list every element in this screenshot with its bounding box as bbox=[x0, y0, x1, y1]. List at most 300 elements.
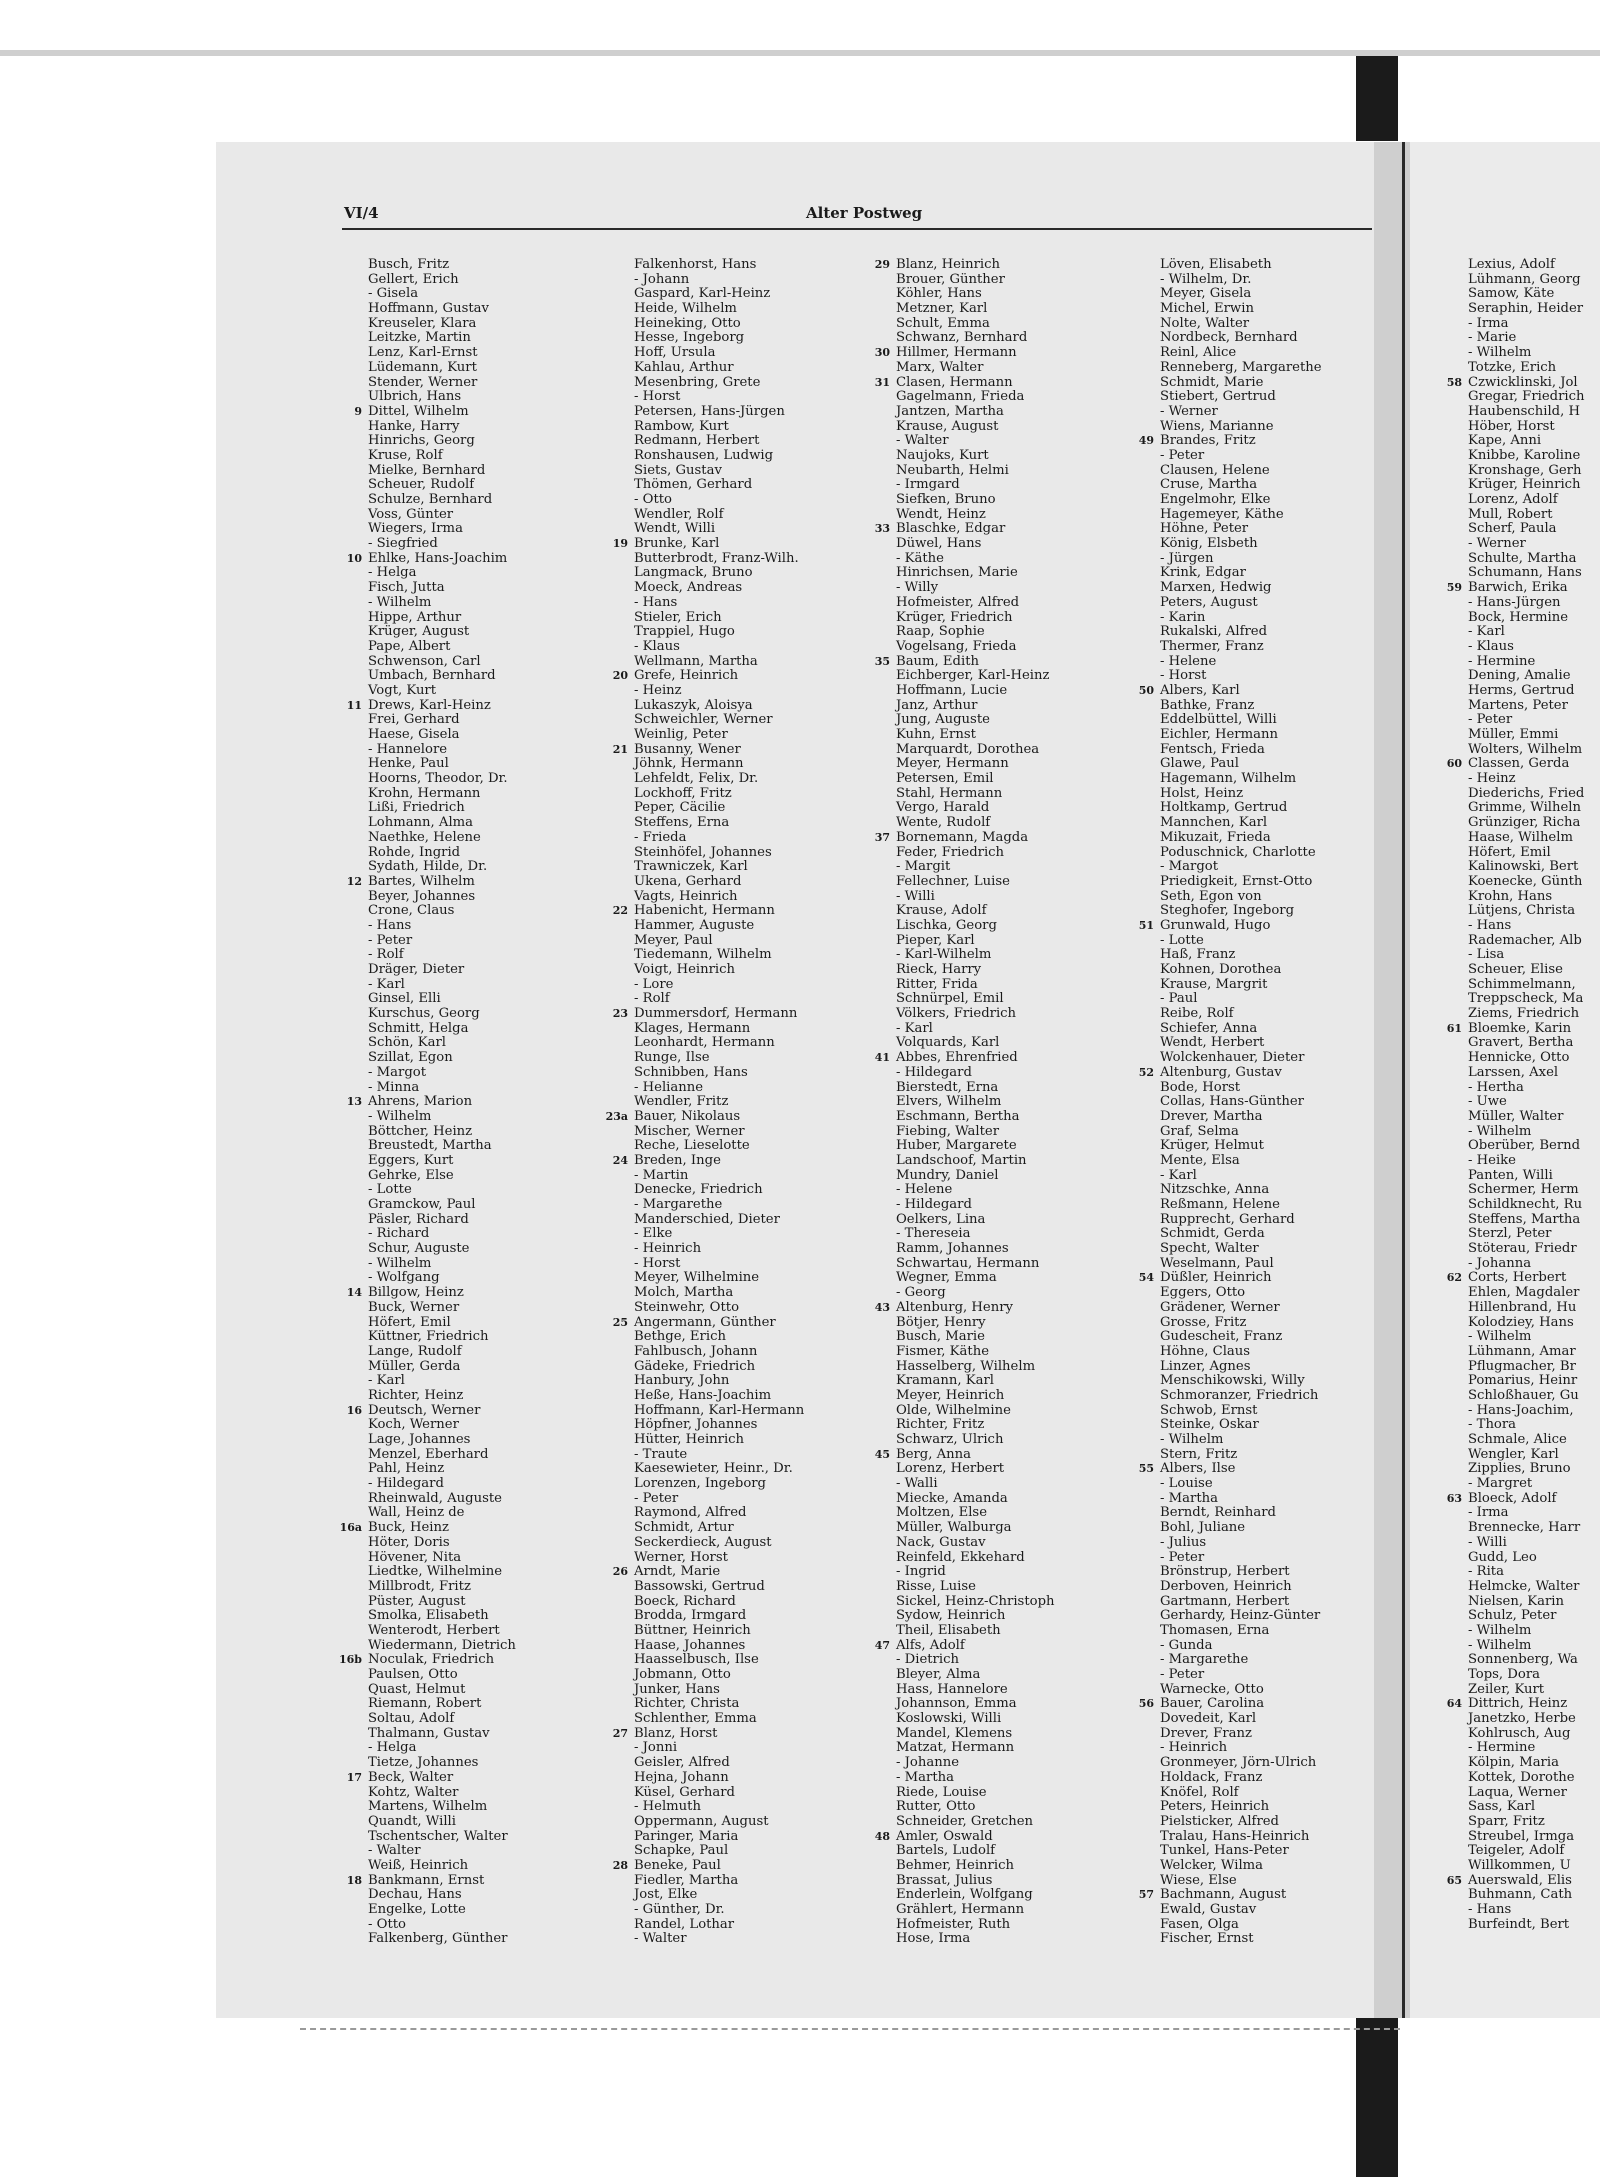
resident-name: Ewald, Gustav bbox=[1160, 1902, 1257, 1917]
resident-name: Derboven, Heinrich bbox=[1160, 1578, 1292, 1594]
resident-entry bbox=[1160, 1609, 1365, 1624]
resident-entry bbox=[634, 860, 839, 875]
resident-entry bbox=[896, 1683, 1101, 1698]
resident-entry bbox=[1160, 728, 1365, 743]
resident-name: Janetzko, Herbe bbox=[1468, 1711, 1576, 1727]
resident-entry bbox=[1468, 346, 1600, 361]
resident-entry bbox=[634, 816, 839, 831]
resident-entry bbox=[368, 1815, 573, 1830]
resident-entry bbox=[1160, 713, 1365, 728]
resident-entry bbox=[1468, 1183, 1600, 1198]
resident-name: Altenburg, Gustav bbox=[1160, 1064, 1282, 1080]
resident-name: Marx, Walter bbox=[896, 359, 984, 375]
resident-name: Jantzen, Martha bbox=[896, 403, 1004, 419]
resident-entry bbox=[896, 1888, 1101, 1903]
resident-name: Weiß, Heinrich bbox=[368, 1857, 469, 1873]
resident-entry bbox=[634, 317, 839, 332]
resident-entry bbox=[874, 829, 1101, 846]
resident-entry bbox=[896, 1374, 1101, 1389]
resident-name: Höfert, Emil bbox=[368, 1314, 451, 1330]
resident-entry bbox=[896, 478, 1101, 493]
resident-name: - Klaus bbox=[1468, 638, 1514, 654]
resident-name: Richter, Christa bbox=[634, 1696, 740, 1712]
resident-entry bbox=[368, 611, 573, 626]
resident-name: - Ingrid bbox=[896, 1564, 946, 1580]
resident-name: Geisler, Alfred bbox=[634, 1755, 730, 1771]
resident-name: Höfert, Emil bbox=[1468, 844, 1551, 860]
resident-name: Rieck, Harry bbox=[896, 962, 982, 977]
resident-entry bbox=[634, 1198, 839, 1213]
resident-entry bbox=[1160, 1668, 1365, 1683]
resident-entry bbox=[634, 331, 839, 346]
resident-name: - Siegfried bbox=[368, 536, 438, 552]
resident-name: Schwarz, Ulrich bbox=[896, 1432, 1004, 1447]
resident-entry bbox=[634, 1477, 839, 1492]
resident-entry bbox=[634, 1257, 839, 1272]
resident-name: - Hans-Joachim, bbox=[1468, 1402, 1574, 1418]
resident-entry bbox=[896, 1242, 1101, 1257]
resident-name: Gravert, Bertha bbox=[1468, 1035, 1574, 1051]
resident-name: Ehlke, Hans-Joachim bbox=[368, 550, 508, 566]
resident-name: Ahrens, Marion bbox=[368, 1094, 473, 1110]
resident-name: - Karin bbox=[1160, 609, 1206, 625]
resident-name: Reibe, Rolf bbox=[1160, 1006, 1234, 1022]
resident-name: - Hildegard bbox=[896, 1064, 972, 1080]
resident-entry bbox=[1160, 1036, 1365, 1051]
resident-name: - Elke bbox=[634, 1226, 673, 1242]
resident-entry bbox=[896, 1874, 1101, 1889]
resident-entry bbox=[896, 390, 1101, 405]
resident-name: - Hildegard bbox=[896, 1197, 972, 1212]
resident-name: Linzer, Agnes bbox=[1160, 1358, 1251, 1374]
resident-entry bbox=[896, 1081, 1101, 1096]
resident-name: - Martin bbox=[634, 1167, 689, 1183]
resident-name: - Traute bbox=[634, 1446, 688, 1462]
resident-name: Dummersdorf, Hermann bbox=[634, 1006, 798, 1022]
resident-name: - Irmgard bbox=[896, 477, 960, 493]
resident-entry bbox=[896, 1595, 1101, 1610]
resident-entry bbox=[1468, 1345, 1600, 1360]
resident-entry bbox=[896, 1668, 1101, 1683]
resident-entry bbox=[896, 611, 1101, 626]
resident-entry bbox=[634, 1081, 839, 1096]
resident-name: Stöterau, Friedr bbox=[1468, 1241, 1577, 1257]
resident-entry bbox=[896, 699, 1101, 714]
resident-entry bbox=[1160, 1286, 1365, 1301]
house-number: 56 bbox=[1138, 1697, 1154, 1711]
resident-name: Menzel, Eberhard bbox=[368, 1446, 489, 1462]
resident-name: Löven, Elisabeth bbox=[1160, 257, 1272, 272]
resident-entry bbox=[896, 1227, 1101, 1242]
resident-entry bbox=[896, 1506, 1101, 1521]
resident-name: Höhne, Claus bbox=[1160, 1343, 1251, 1359]
resident-name: Soltau, Adolf bbox=[368, 1711, 455, 1727]
resident-entry bbox=[896, 1932, 1101, 1947]
resident-name: Tralau, Hans-Heinrich bbox=[1160, 1828, 1310, 1844]
resident-entry bbox=[1160, 655, 1365, 670]
resident-entry bbox=[1160, 904, 1365, 919]
resident-entry bbox=[1160, 801, 1365, 816]
resident-entry bbox=[874, 1446, 1101, 1463]
resident-name: Fellechner, Luise bbox=[896, 873, 1010, 889]
resident-name: Lexius, Adolf bbox=[1468, 257, 1555, 272]
resident-name: Tietze, Johannes bbox=[368, 1755, 479, 1771]
resident-name: Hoorns, Theodor, Dr. bbox=[368, 771, 508, 787]
resident-name: Lorenzen, Ingeborg bbox=[634, 1476, 767, 1492]
resident-name: Rupprecht, Gerhard bbox=[1160, 1211, 1295, 1227]
resident-name: Scheuer, Elise bbox=[1468, 962, 1563, 977]
resident-entry bbox=[1468, 743, 1600, 758]
resident-entry bbox=[612, 1314, 839, 1331]
resident-name: Pielsticker, Alfred bbox=[1160, 1813, 1279, 1829]
resident-entry bbox=[1468, 1506, 1600, 1521]
resident-entry bbox=[896, 1697, 1101, 1712]
resident-entry bbox=[1468, 449, 1600, 464]
resident-entry bbox=[1468, 361, 1600, 376]
resident-entry bbox=[874, 1050, 1101, 1066]
resident-name: - Margit bbox=[896, 859, 951, 875]
resident-name: Olde, Wilhelmine bbox=[896, 1402, 1011, 1418]
resident-entry bbox=[634, 611, 839, 626]
resident-name: Vogt, Kurt bbox=[368, 682, 437, 698]
resident-name: Raymond, Alfred bbox=[634, 1505, 747, 1521]
resident-name: Knöfel, Rolf bbox=[1160, 1784, 1239, 1800]
resident-entry bbox=[368, 1418, 573, 1433]
resident-entry bbox=[368, 1051, 573, 1066]
resident-name: Peper, Cäcilie bbox=[634, 800, 726, 816]
resident-name: - Karl bbox=[368, 976, 405, 992]
resident-name: Küttner, Friedrich bbox=[368, 1329, 489, 1345]
resident-name: Fismer, Käthe bbox=[896, 1343, 989, 1359]
resident-name: - Hertha bbox=[1468, 1079, 1524, 1095]
resident-entry bbox=[368, 537, 573, 552]
resident-name: Huber, Margarete bbox=[896, 1138, 1017, 1154]
resident-entry bbox=[896, 1022, 1101, 1037]
resident-entry bbox=[896, 640, 1101, 655]
resident-entry bbox=[368, 1242, 573, 1257]
resident-entry bbox=[368, 1301, 573, 1316]
resident-entry bbox=[896, 1169, 1101, 1184]
house-number: 35 bbox=[874, 654, 890, 668]
resident-name: Landschoof, Martin bbox=[896, 1152, 1027, 1168]
resident-entry bbox=[1468, 948, 1600, 963]
resident-entry bbox=[896, 1521, 1101, 1536]
resident-entry bbox=[1160, 1301, 1365, 1316]
resident-entry bbox=[368, 787, 573, 802]
resident-entry bbox=[634, 1551, 839, 1566]
resident-entry bbox=[634, 1624, 839, 1639]
resident-entry bbox=[368, 1389, 573, 1404]
resident-name: Krüger, Heinrich bbox=[1468, 477, 1581, 493]
resident-name: Blanz, Heinrich bbox=[896, 257, 1001, 272]
resident-entry bbox=[896, 1257, 1101, 1272]
resident-entry bbox=[1468, 596, 1600, 611]
resident-name: Hanbury, John bbox=[634, 1373, 730, 1389]
resident-name: Gronmeyer, Jörn-Ulrich bbox=[1160, 1755, 1317, 1771]
resident-entry bbox=[896, 331, 1101, 346]
resident-name: Lütjens, Christa bbox=[1468, 903, 1576, 919]
resident-name: - Thereseia bbox=[896, 1226, 971, 1242]
resident-name: Schimmelmann, bbox=[1468, 976, 1576, 992]
resident-name: Hinrichs, Georg bbox=[368, 433, 475, 449]
resident-name: Manderschied, Dieter bbox=[634, 1211, 780, 1227]
resident-entry bbox=[896, 1844, 1101, 1859]
resident-name: Hoffmann, Karl-Hermann bbox=[634, 1402, 805, 1418]
resident-name: Völkers, Friedrich bbox=[896, 1006, 1017, 1022]
resident-name: Wegner, Emma bbox=[896, 1270, 997, 1286]
resident-name: Matzat, Hermann bbox=[896, 1740, 1015, 1756]
resident-entry bbox=[368, 331, 573, 346]
resident-name: Streubel, Irmga bbox=[1468, 1828, 1575, 1844]
resident-name: Scheuer, Rudolf bbox=[368, 477, 475, 493]
resident-entry bbox=[896, 1198, 1101, 1213]
resident-name: Laqua, Werner bbox=[1468, 1784, 1567, 1800]
resident-name: Burfeindt, Bert bbox=[1468, 1916, 1570, 1932]
resident-name: Abbes, Ehrenfried bbox=[896, 1050, 1018, 1066]
resident-entry bbox=[1468, 1844, 1600, 1859]
resident-name: Lorenz, Adolf bbox=[1468, 492, 1558, 507]
header-rule bbox=[342, 228, 1372, 230]
resident-name: Berndt, Reinhard bbox=[1160, 1505, 1276, 1521]
resident-name: - Peter bbox=[1160, 447, 1205, 463]
resident-name: Schmidt, Artur bbox=[634, 1520, 734, 1536]
resident-name: Molch, Martha bbox=[634, 1285, 734, 1301]
resident-name: Jobmann, Otto bbox=[634, 1667, 731, 1682]
resident-name: Billgow, Heinz bbox=[368, 1285, 464, 1301]
resident-entry bbox=[896, 890, 1101, 905]
resident-name: Lage, Johannes bbox=[368, 1432, 471, 1447]
resident-name: Busanny, Wener bbox=[634, 741, 741, 757]
resident-name: Specht, Walter bbox=[1160, 1241, 1259, 1257]
resident-entry bbox=[1468, 464, 1600, 479]
resident-name: - Walter bbox=[896, 433, 949, 449]
resident-entry bbox=[1468, 1536, 1600, 1551]
resident-entry bbox=[1160, 1712, 1365, 1727]
resident-entry bbox=[368, 1888, 573, 1903]
resident-name: Miecke, Amanda bbox=[896, 1490, 1008, 1506]
resident-name: Dittrich, Heinz bbox=[1468, 1696, 1568, 1712]
resident-name: Fahlbusch, Johann bbox=[634, 1343, 758, 1359]
resident-entry bbox=[368, 522, 573, 537]
resident-name: Engelke, Lotte bbox=[368, 1902, 466, 1917]
house-number: 26 bbox=[612, 1565, 628, 1579]
resident-name: Wenterodt, Herbert bbox=[368, 1622, 500, 1638]
resident-name: Zeiler, Kurt bbox=[1468, 1681, 1545, 1697]
resident-name: Rambow, Kurt bbox=[634, 418, 729, 434]
resident-name: Kape, Anni bbox=[1468, 433, 1542, 449]
resident-entry bbox=[368, 273, 573, 288]
resident-name: Mesenbring, Grete bbox=[634, 374, 761, 390]
resident-name: Leitzke, Martin bbox=[368, 330, 471, 346]
resident-entry bbox=[634, 1330, 839, 1345]
resident-entry bbox=[368, 1448, 573, 1463]
resident-entry bbox=[896, 875, 1101, 890]
resident-entry bbox=[368, 1697, 573, 1712]
resident-entry bbox=[368, 287, 573, 302]
resident-name: Rademacher, Alb bbox=[1468, 932, 1582, 948]
resident-entry bbox=[1160, 948, 1365, 963]
resident-name: Classen, Gerda bbox=[1468, 756, 1570, 772]
house-number: 31 bbox=[874, 375, 890, 389]
resident-name: Lißi, Friedrich bbox=[368, 800, 465, 816]
resident-entry bbox=[1160, 1257, 1365, 1272]
resident-entry bbox=[896, 1360, 1101, 1375]
resident-name: Stahl, Hermann bbox=[896, 785, 1003, 801]
resident-entry bbox=[1160, 566, 1365, 581]
resident-name: - Helene bbox=[1160, 653, 1217, 669]
house-number: 12 bbox=[346, 874, 362, 888]
resident-name: Hofmeister, Ruth bbox=[896, 1916, 1011, 1932]
resident-name: Ukena, Gerhard bbox=[634, 873, 742, 889]
resident-entry bbox=[1468, 1301, 1600, 1316]
resident-name: Hinrichsen, Marie bbox=[896, 565, 1018, 581]
resident-name: Peters, August bbox=[1160, 594, 1258, 610]
resident-entry bbox=[346, 1402, 573, 1419]
resident-name: - Helga bbox=[368, 565, 417, 581]
resident-entry bbox=[368, 934, 573, 949]
resident-entry bbox=[1160, 1859, 1365, 1874]
resident-entry bbox=[634, 684, 839, 699]
resident-entry bbox=[1468, 1565, 1600, 1580]
resident-name: Beyer, Johannes bbox=[368, 888, 476, 904]
resident-name: Buck, Heinz bbox=[368, 1520, 449, 1536]
resident-entry bbox=[368, 317, 573, 332]
resident-name: Müller, Walter bbox=[1468, 1108, 1564, 1124]
resident-name: Nack, Gustav bbox=[896, 1534, 986, 1550]
resident-entry bbox=[368, 302, 573, 317]
resident-name: Kurschus, Georg bbox=[368, 1006, 480, 1022]
resident-entry bbox=[1160, 493, 1365, 508]
resident-name: Schmidt, Gerda bbox=[1160, 1226, 1265, 1242]
resident-name: - Lore bbox=[634, 976, 674, 992]
resident-name: Peters, Heinrich bbox=[1160, 1799, 1270, 1815]
house-number: 16 bbox=[346, 1403, 362, 1417]
resident-entry bbox=[1160, 273, 1365, 288]
resident-name: - Hans bbox=[1468, 917, 1512, 933]
resident-entry bbox=[634, 875, 839, 890]
resident-entry bbox=[634, 978, 839, 993]
resident-name: Dittel, Wilhelm bbox=[368, 403, 469, 419]
resident-name: Nielsen, Karin bbox=[1468, 1593, 1564, 1609]
resident-name: Schnürpel, Emil bbox=[896, 991, 1004, 1007]
resident-entry bbox=[1468, 1653, 1600, 1668]
resident-entry bbox=[1468, 1448, 1600, 1463]
resident-entry bbox=[346, 1872, 573, 1889]
resident-entry bbox=[1160, 1360, 1365, 1375]
resident-entry bbox=[1160, 978, 1365, 993]
resident-entry bbox=[1160, 831, 1365, 846]
resident-entry bbox=[368, 1022, 573, 1037]
resident-name: Wendler, Fritz bbox=[634, 1094, 729, 1110]
resident-name: Wolters, Wilhelm bbox=[1468, 741, 1583, 757]
resident-entry bbox=[368, 1213, 573, 1228]
resident-name: - Martha bbox=[896, 1769, 954, 1785]
resident-name: Bathke, Franz bbox=[1160, 697, 1255, 713]
resident-name: Grünziger, Richa bbox=[1468, 815, 1581, 831]
resident-entry bbox=[1446, 756, 1600, 772]
resident-entry bbox=[1468, 772, 1600, 787]
resident-entry bbox=[1468, 405, 1600, 420]
resident-entry bbox=[896, 1271, 1101, 1286]
directory-column-2 bbox=[605, 257, 839, 1947]
house-number: 20 bbox=[612, 669, 628, 683]
resident-name: Breustedt, Martha bbox=[368, 1138, 492, 1154]
resident-name: - Margret bbox=[1468, 1476, 1533, 1492]
resident-name: Meyer, Hermann bbox=[896, 756, 1009, 772]
resident-name: Gellert, Erich bbox=[368, 271, 459, 287]
resident-name: Bornemann, Magda bbox=[896, 829, 1029, 845]
resident-entry bbox=[1160, 669, 1365, 684]
resident-entry bbox=[1468, 1888, 1600, 1903]
resident-entry bbox=[1160, 449, 1365, 464]
resident-name: Meyer, Wilhelmine bbox=[634, 1270, 760, 1286]
resident-name: Quast, Helmut bbox=[368, 1681, 466, 1697]
resident-name: Schmale, Alice bbox=[1468, 1432, 1567, 1447]
resident-name: Grefe, Heinrich bbox=[634, 668, 739, 684]
resident-entry bbox=[1468, 1918, 1600, 1933]
resident-entry bbox=[634, 522, 839, 537]
house-number: 59 bbox=[1446, 581, 1462, 595]
resident-name: Sparr, Fritz bbox=[1468, 1813, 1545, 1829]
resident-name: Auerswald, Elis bbox=[1468, 1872, 1572, 1888]
resident-name: Naethke, Helene bbox=[368, 829, 481, 845]
resident-entry bbox=[612, 536, 839, 552]
resident-entry bbox=[368, 420, 573, 435]
resident-entry bbox=[1160, 1653, 1365, 1668]
resident-entry bbox=[368, 390, 573, 405]
resident-entry bbox=[896, 1815, 1101, 1830]
resident-entry bbox=[368, 566, 573, 581]
resident-entry bbox=[896, 1330, 1101, 1345]
resident-entry bbox=[1468, 963, 1600, 978]
resident-name: Hoffmann, Lucie bbox=[896, 682, 1008, 698]
resident-entry bbox=[896, 1418, 1101, 1433]
resident-name: Hass, Hannelore bbox=[896, 1681, 1008, 1697]
resident-entry bbox=[368, 464, 573, 479]
resident-entry bbox=[896, 1756, 1101, 1771]
resident-name: - Irma bbox=[1468, 315, 1509, 331]
resident-entry bbox=[368, 1360, 573, 1375]
resident-entry bbox=[1138, 1270, 1365, 1286]
resident-entry bbox=[634, 787, 839, 802]
resident-entry bbox=[896, 772, 1101, 787]
resident-name: Siefken, Bruno bbox=[896, 492, 996, 507]
resident-entry bbox=[346, 550, 573, 567]
resident-name: Lischka, Georg bbox=[896, 917, 997, 933]
resident-name: Richter, Fritz bbox=[896, 1417, 985, 1433]
house-number: 22 bbox=[612, 904, 628, 918]
resident-name: Pflugmacher, Br bbox=[1468, 1358, 1576, 1374]
house-number: 37 bbox=[874, 830, 890, 844]
resident-name: Kohlrusch, Aug bbox=[1468, 1725, 1571, 1741]
resident-name: Schweichler, Werner bbox=[634, 712, 773, 728]
resident-entry bbox=[1160, 1874, 1365, 1889]
resident-name: Bethge, Erich bbox=[634, 1329, 726, 1345]
resident-name: - Johanna bbox=[1468, 1255, 1532, 1271]
resident-entry bbox=[1468, 978, 1600, 993]
resident-entry bbox=[1160, 640, 1365, 655]
resident-entry bbox=[874, 653, 1101, 670]
resident-name: - Lotte bbox=[1160, 932, 1204, 948]
resident-name: - Marie bbox=[1468, 330, 1517, 346]
resident-name: - Lotte bbox=[368, 1182, 412, 1198]
resident-entry bbox=[896, 1462, 1101, 1477]
resident-entry bbox=[1468, 1771, 1600, 1786]
house-number: 14 bbox=[346, 1286, 362, 1300]
resident-entry bbox=[1160, 331, 1365, 346]
resident-name: Gartmann, Herbert bbox=[1160, 1593, 1290, 1609]
resident-name: Dening, Amalie bbox=[1468, 668, 1571, 684]
